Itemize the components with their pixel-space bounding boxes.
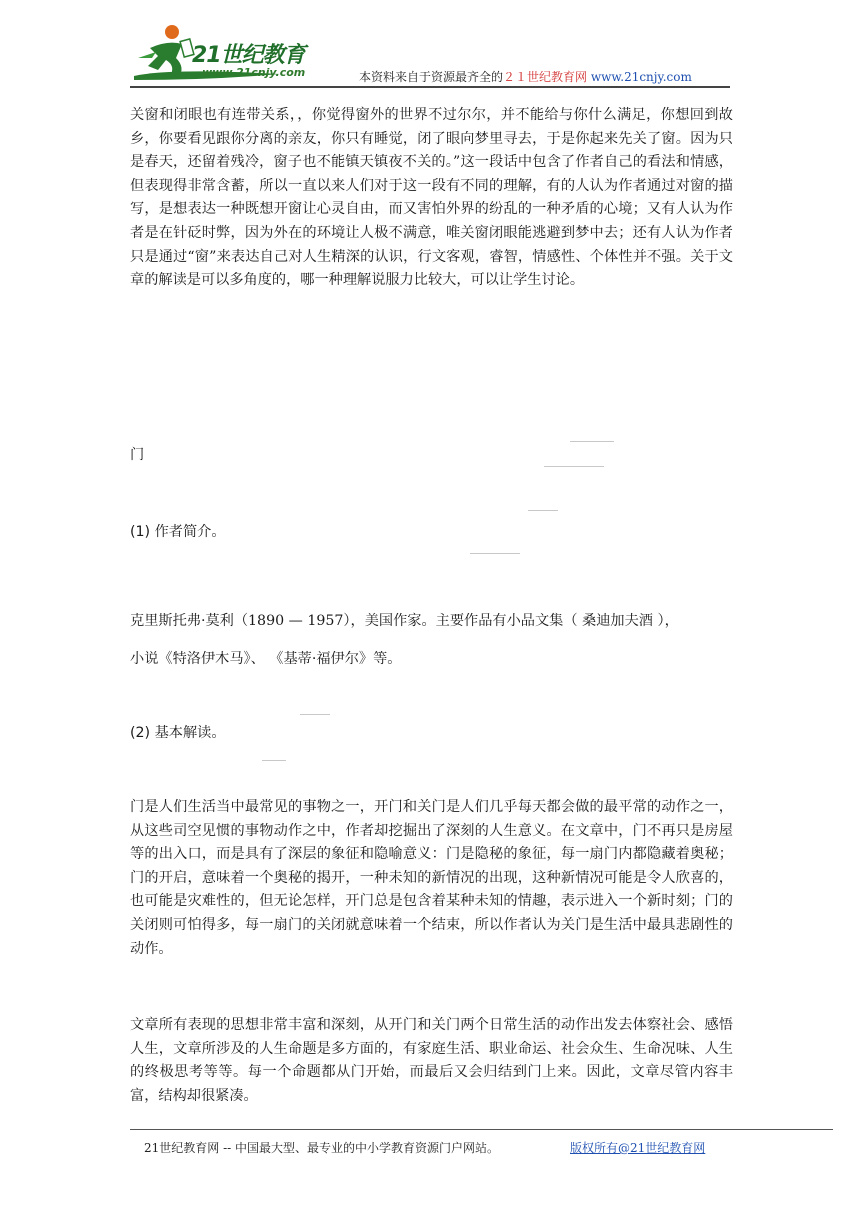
header-note-url[interactable]: www.21cnjy.com [590,70,692,84]
paragraph-door-meaning: 门是人们生活当中最常见的事物之一，开门和关门是人们几乎每天都会做的最平常的动作之一，从这些司空见惯的事物动作之中，作者却挖掘出了深刻的人生意义。在文章中，门不再只是房屋等的出入口，而是具有了深层的象征和隐喻意义：门是隐秘的象征，每一扇门内都隐藏着奥秘；门的开启，意味着一个奥秘的揭开，一种未知的新情况的出现，这种新情况可能是令人欣喜的，也可能是灾难性的，但无论怎样，开门总是包含着某种未知的情趣，表示进入一个新时刻；门的关闭则可怕得多，每一扇门的关闭就意味着一个结束，所以作者认为关门是生活中最具悲剧性的动作。 [130,799,733,957]
site-logo [130,18,340,84]
faint-mark [528,510,558,511]
faint-mark [300,714,330,715]
header-note-prefix: 本资料来自于资源最齐全的 [359,70,504,84]
page-header [130,18,730,88]
footer-text: 21世纪教育网 -- 中国最大型、最专业的中小学教育资源门户网站。 [144,1141,500,1155]
footer-copyright-link[interactable]: 版权所有@21世纪教育网 [570,1141,706,1155]
section-basic-reading: (2) 基本解读。 [130,725,226,741]
heading-door: 门 [130,447,145,463]
header-note-site[interactable]: ２１世纪教育网 [503,70,588,84]
header-divider [130,86,730,88]
paragraph-door-themes: 文章所有表现的思想非常丰富和深刻，从开门和关门两个日常生活的动作出发去体察社会、感悟人生，文章所涉及的人生命题是多方面的，有家庭生活、职业命运、社会众生、生命况味、人生的终极思考等等。每一个命题都从门开始，而最后又会归结到门上来。因此，文章尽管内容丰富，结构却很紧凑。 [130,1017,733,1104]
footer-divider [130,1129,833,1130]
header-note [359,68,692,85]
author-line-2: 小说《特洛伊木马》、 《基蒂·福伊尔》等。 [130,651,402,667]
faint-mark [544,466,604,467]
logo-text: 21世纪教育 [192,43,305,68]
faint-mark [470,553,520,554]
faint-mark [262,760,286,761]
section-author-intro: (1) 作者简介。 [130,524,226,540]
paragraph-window-discussion: 关窗和闭眼也有连带关系，，你觉得窗外的世界不过尔尔，并不能给与你什么满足，你想回到故乡，你要看见跟你分离的亲友，你只有睡觉，闭了眼向梦里寻去，于是你起来先关了窗。因为只是春天，还留着残冷，窗子也不能镇天镇夜不关的。”这一段话中包含了作者自己的看法和情感，但表现得非常含蓄，所以一直以来人们对于这一段有不同的理解，有的人认为作者通过对窗的描写，是想表达一种既想开窗让心灵自由，而又害怕外界的纷乱的一种矛盾的心境；又有人认为作者是在针砭时弊，因为外在的环境让人极不满意，唯关窗闭眼能逃避到梦中去；还有人认为作者只是通过“窗”来表达自己对人生精深的认识，行文客观，睿智，情感性、个体性并不强。关于文章的解读是可以多角度的，哪一种理解说服力比较大，可以让学生讨论。 [130,107,733,289]
author-line-1: 克里斯托弗·莫利（1890 — 1957），美国作家。主要作品有小品文集（ 桑迪加夫酒 ）， [130,613,679,629]
faint-mark [570,441,614,442]
logo-url: www.21cnjy.com [202,66,306,79]
